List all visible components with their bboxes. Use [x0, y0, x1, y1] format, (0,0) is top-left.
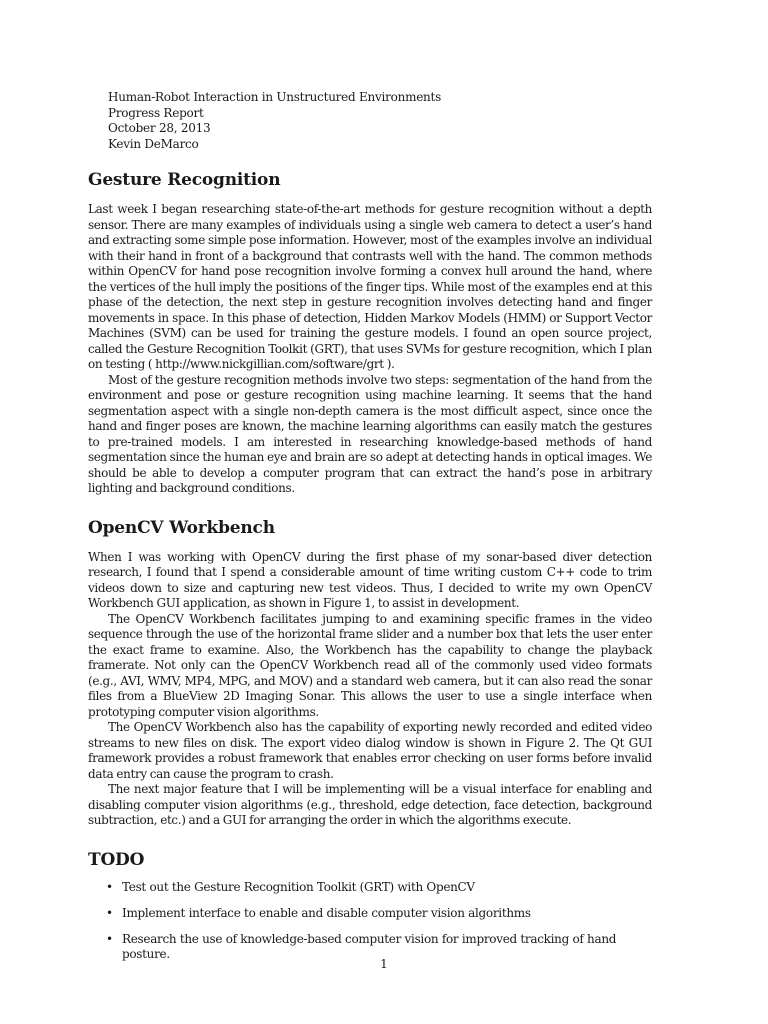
paragraph: When I was working with OpenCV during the first phase of my sonar-based diver detection research, I found that I spend a considerable amount of time writing custom C++ code to trim videos down to size and capturing new test videos. Thus, I decided to write my own OpenCV Workbench GUI application, as shown in Figure 1, to assist in development.	[88, 549, 652, 610]
document-header	[108, 90, 652, 152]
list-item-text: Test out the Gesture Recognition Toolkit (GRT) with OpenCV	[122, 879, 475, 894]
list-item-text: Implement interface to enable and disable computer vision algorithms	[122, 905, 531, 920]
todo-list	[88, 880, 652, 963]
report-date: October 28, 2013	[108, 121, 211, 135]
paragraph: The OpenCV Workbench also has the capability of exporting newly recorded and edited video streams to new files on disk. The export video dialog window is shown in Figure 2. The Qt GUI framework provides a robust framework that enables error checking on user forms before invalid data entry can cause the program to crash.	[88, 720, 652, 781]
report-type: Progress Report	[108, 105, 204, 120]
document-title: Human-Robot Interaction in Unstructured Environments	[108, 90, 442, 104]
section-gesture-recognition	[88, 170, 652, 497]
paragraph: Last week I began researching state-of-the-art methods for gesture recognition without a depth sensor. There are many examples of individuals using a single web camera to detect a user’s hand and extracting some simple pose information. However, most of the examples involve an individual with their hand in front of a background that contrasts well with the hand. The common methods within OpenCV for hand pose recognition involve forming a convex hull around the hand, where the vertices of the hull imply the positions of the finger tips. While most of the examples end at this phase of the detection, the next step in gesture recognition involves detecting hand and finger movements in space. In this phase of detection, Hidden Markov Models (HMM) or Support Vector Machines (SVM) can be used for training the gesture models. I found an open source project, called the Gesture Recognition Toolkit (GRT), that uses SVMs for gesture recognition, which I plan on testing ( http://www.nickgillian.com/software/grt ).	[88, 202, 652, 371]
author-name: Kevin DeMarco	[108, 136, 199, 151]
section-todo	[88, 850, 652, 963]
paragraph: Most of the gesture recognition methods involve two steps: segmentation of the hand from the environment and pose or gesture recognition using machine learning. It seems that the hand segmentation aspect with a single non-depth camera is the most difficult aspect, since once the hand and finger poses are known, the machine learning algorithms can easily match the gestures to pre-trained models. I am interested in researching knowledge-based methods of hand segmentation since the human eye and brain are so adept at detecting hands in optical images. We should be able to develop a computer program that can extract the hand’s pose in arbitrary lighting and background conditions.	[88, 372, 652, 495]
paragraph: The next major feature that I will be implementing will be a visual interface for enabling and disabling computer vision algorithms (e.g., threshold, edge detection, face detection, background subtraction, etc.) and a GUI for arranging the order in which the algorithms execute.	[88, 782, 652, 827]
list-item	[106, 880, 652, 896]
bullet-icon: •	[106, 879, 113, 894]
document-page	[88, 90, 652, 973]
paragraph: The OpenCV Workbench facilitates jumping to and examining specific frames in the video sequence through the use of the horizontal frame slider and a number box that lets the user enter the exact frame to examine. Also, the Workbench has the capability to change the playback framerate. Not only can the OpenCV Workbench read all of the commonly used video formats (e.g., AVI, WMV, MP4, MPG, and MOV) and a standard web camera, but it can also read the sonar files from a BlueView 2D Imaging Sonar. This allows the user to use a single interface when prototyping computer vision algorithms.	[88, 611, 652, 719]
section-opencv-workbench	[88, 518, 652, 829]
list-item	[106, 906, 652, 922]
bullet-icon: •	[106, 931, 113, 946]
list-item-text: Research the use of knowledge-based computer vision for improved tracking of hand posture.	[122, 931, 617, 961]
page-number: 1	[380, 957, 388, 971]
section-heading-gesture-recognition: Gesture Recognition	[88, 170, 281, 190]
section-heading-opencv-workbench: OpenCV Workbench	[88, 517, 275, 538]
section-heading-todo: TODO	[88, 849, 145, 870]
bullet-icon: •	[106, 905, 113, 920]
